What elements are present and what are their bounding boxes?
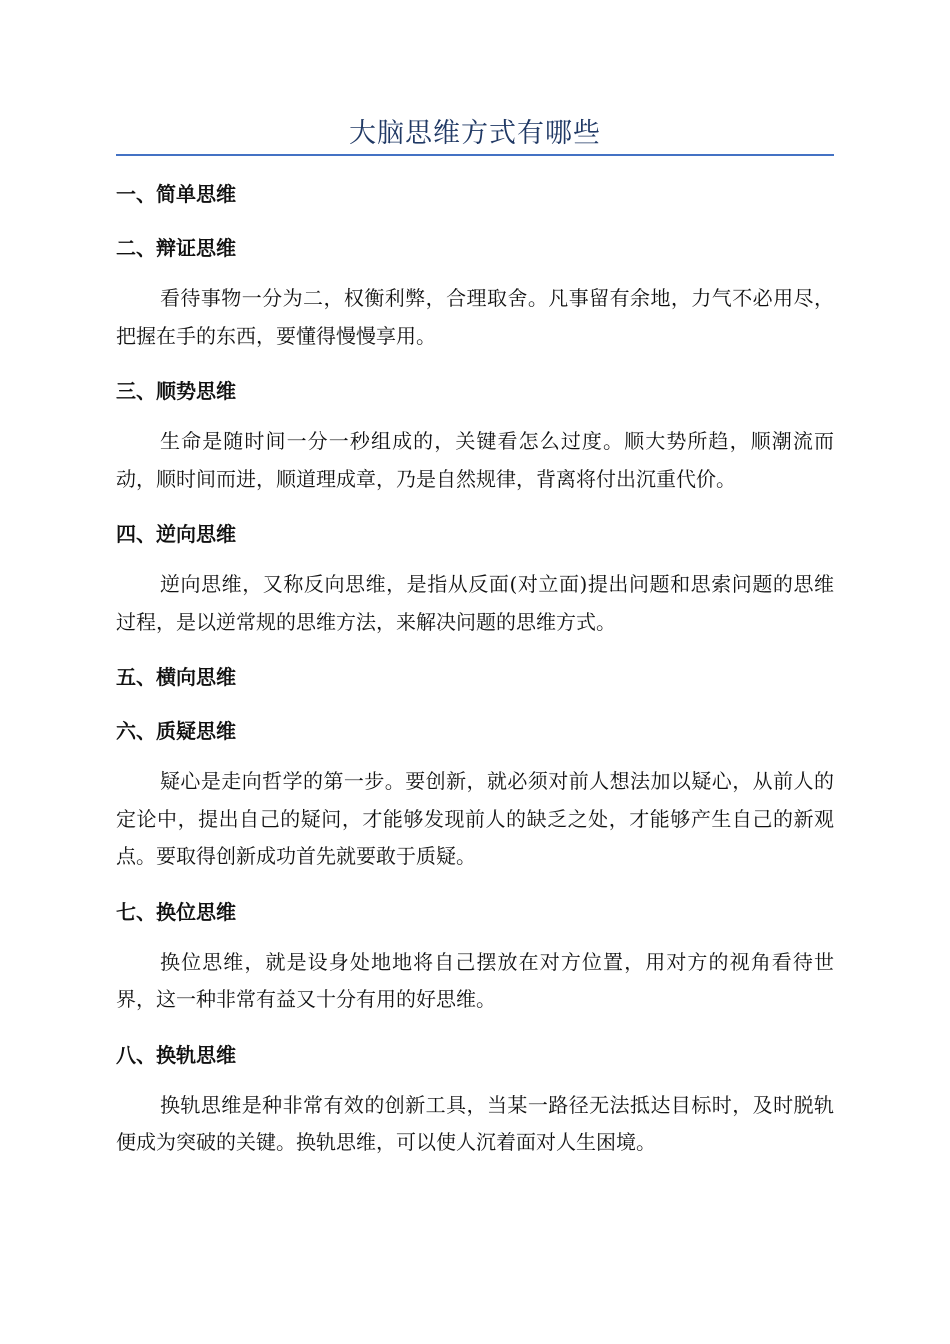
section-paragraph: 看待事物一分为二，权衡利弊，合理取舍。凡事留有余地，力气不必用尽，把握在手的东西，要懂得慢慢享用。 bbox=[116, 286, 834, 348]
section-paragraph: 疑心是走向哲学的第一步。要创新，就必须对前人想法加以疑心，从前人的定论中，提出自己的疑问，才能够发现前人的缺乏之处，才能够产生自己的新观点。要取得创新成功首先就要敢于质疑。 bbox=[116, 769, 834, 868]
section-paragraph: 生命是随时间一分一秒组成的，关键看怎么过度。顺大势所趋，顺潮流而动，顺时间而进，顺道理成章，乃是自然规律，背离将付出沉重代价。 bbox=[116, 429, 834, 491]
section-heading: 五、横向思维 bbox=[116, 665, 236, 689]
section-simple-thinking bbox=[116, 176, 834, 212]
section-heading: 四、逆向思维 bbox=[116, 522, 236, 546]
section-heading: 二、辩证思维 bbox=[116, 236, 236, 260]
section-dialectical-thinking bbox=[116, 230, 834, 355]
document-title: 大脑思维方式有哪些 bbox=[349, 118, 601, 149]
section-track-switch-thinking bbox=[116, 1037, 834, 1162]
section-questioning-thinking bbox=[116, 713, 834, 876]
section-empathy-thinking bbox=[116, 894, 834, 1019]
section-paragraph: 换轨思维是种非常有效的创新工具，当某一路径无法抵达目标时，及时脱轨便成为突破的关键。换轨思维，可以使人沉着面对人生困境。 bbox=[116, 1092, 834, 1154]
section-paragraph: 换位思维，就是设身处地地将自己摆放在对方位置，用对方的视角看待世界，这一种非常有益又十分有用的好思维。 bbox=[116, 949, 834, 1011]
section-momentum-thinking bbox=[116, 373, 834, 498]
section-paragraph: 逆向思维，又称反向思维，是指从反面(对立面)提出问题和思索问题的思维过程，是以逆常规的思维方法，来解决问题的思维方式。 bbox=[116, 572, 834, 634]
section-heading: 六、质疑思维 bbox=[116, 719, 236, 743]
section-lateral-thinking bbox=[116, 659, 834, 695]
title-underline bbox=[116, 154, 834, 156]
section-heading: 七、换位思维 bbox=[116, 899, 236, 924]
section-heading: 八、换轨思维 bbox=[116, 1042, 236, 1067]
section-reverse-thinking bbox=[116, 516, 834, 641]
section-heading: 三、顺势思维 bbox=[116, 379, 236, 403]
section-heading: 一、简单思维 bbox=[116, 182, 236, 206]
document-body bbox=[116, 176, 834, 1162]
